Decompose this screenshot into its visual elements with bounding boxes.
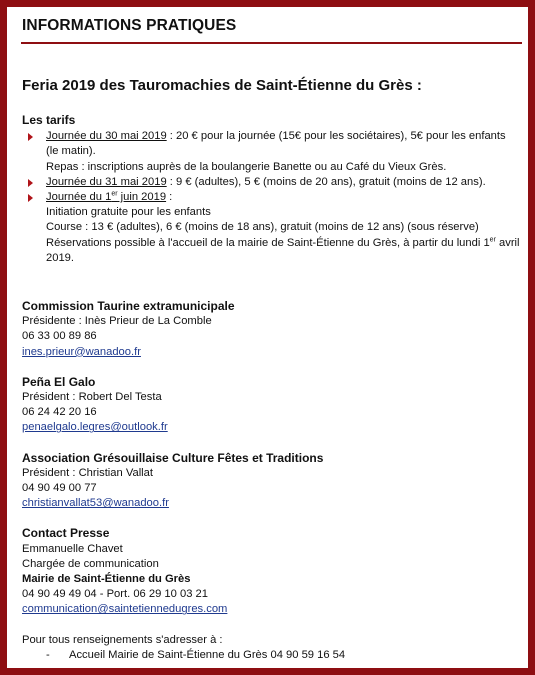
page-heading: INFORMATIONS PRATIQUES <box>22 17 237 34</box>
contact-phone: 06 33 00 89 86 <box>22 330 97 343</box>
contact-role: Président : Robert Del Testa <box>22 391 162 404</box>
contact-phone: 04 90 49 49 04 - Port. 06 29 10 03 21 <box>22 588 208 601</box>
renseignements-section <box>22 633 520 663</box>
contact-phone: 06 24 42 20 16 <box>22 406 97 419</box>
email-link[interactable]: penaelgalo.legres@outlook.fr <box>22 421 168 434</box>
tarif-line: Initiation gratuite pour les enfants <box>46 206 211 219</box>
tarifs-list <box>22 129 520 266</box>
contact-role: Présidente : Inès Prieur de La Comble <box>22 315 212 328</box>
tarif-item <box>22 175 520 190</box>
email-link[interactable]: communication@saintetiennedugres.com <box>22 603 228 616</box>
section-title: Peña El Galo <box>22 374 96 389</box>
document-frame <box>7 7 528 668</box>
tarif-text: : 20 € pour la journée (15€ pour les sociétaires), 5€ pour les enfants (le matin). <box>46 130 506 158</box>
main-content <box>22 113 520 663</box>
tarif-date: Journée du 30 mai 2019 <box>46 130 167 143</box>
presse-section <box>22 526 520 617</box>
tarif-text: : 9 € (adultes), 5 € (moins de 20 ans), gratuit (moins de 12 ans). <box>166 175 486 188</box>
dash-bullet: - <box>46 648 50 661</box>
tarif-line: Réservations possible à l'accueil de la mairie de Saint-Étienne du Grès, à partir du lundi 1er avril 2019. <box>46 235 520 264</box>
tarif-date: Journée du 1er juin 2019 <box>46 190 167 204</box>
contact-role: Chargée de communication <box>22 557 159 570</box>
page-title: Feria 2019 des Tauromachies de Saint-Étienne du Grès : <box>22 77 422 94</box>
commission-section <box>22 299 520 360</box>
email-link[interactable]: christianvallat53@wanadoo.fr <box>22 497 169 510</box>
section-title: Association Grésouillaise Culture Fêtes et Traditions <box>22 450 324 465</box>
email-link[interactable]: ines.prieur@wanadoo.fr <box>22 345 141 358</box>
tarif-item <box>22 190 520 266</box>
list-item-text: Accueil Mairie de Saint-Étienne du Grès 04 90 59 16 54 <box>69 648 346 661</box>
contact-name: Emmanuelle Chavet <box>22 542 123 555</box>
association-section <box>22 451 520 512</box>
pena-section <box>22 375 520 436</box>
section-title: Commission Taurine extramunicipale <box>22 299 235 314</box>
tarifs-label: Les tarifs <box>22 113 76 127</box>
section-title: Contact Presse <box>22 526 110 541</box>
tarif-item <box>22 129 520 175</box>
renseignements-intro: Pour tous renseignements s'adresser à : <box>22 633 223 646</box>
arrow-bullet-icon <box>28 133 33 141</box>
heading-divider <box>21 42 522 44</box>
tarif-text: : <box>166 191 173 204</box>
arrow-bullet-icon <box>28 179 33 187</box>
contact-phone: 04 90 49 00 77 <box>22 482 97 495</box>
arrow-bullet-icon <box>28 194 33 202</box>
contact-role: Président : Christian Vallat <box>22 466 153 479</box>
tarif-line: Course : 13 € (adultes), 6 € (moins de 18 ans), gratuit (moins de 12 ans) (sous réserve) <box>46 221 479 234</box>
tarif-date: Journée du 31 mai 2019 <box>46 175 167 188</box>
contact-org: Mairie de Saint-Étienne du Grès <box>22 573 191 586</box>
list-item <box>22 648 520 663</box>
tarif-extra: Repas : inscriptions auprès de la boulangerie Banette ou au Café du Vieux Grès. <box>46 160 447 173</box>
